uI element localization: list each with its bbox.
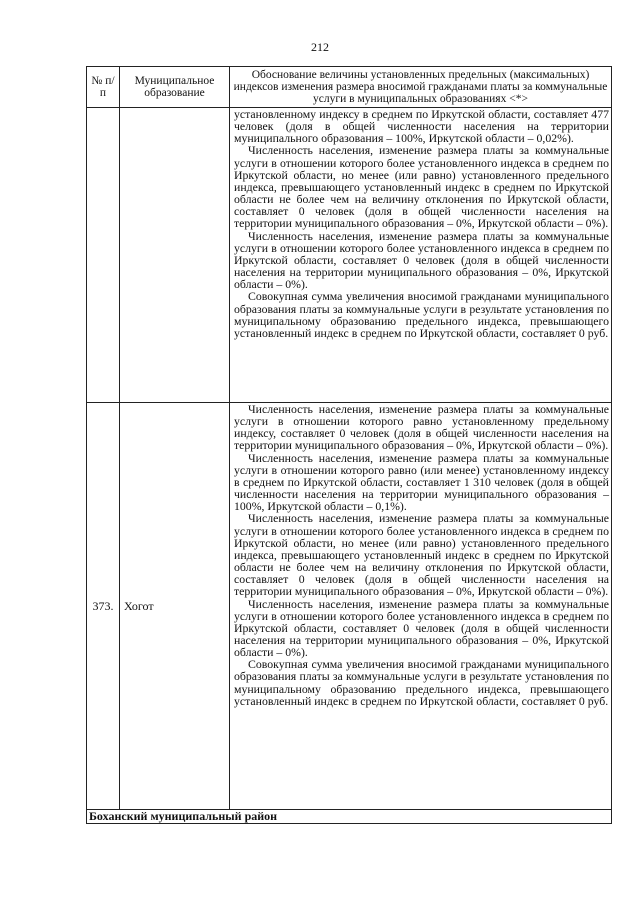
justification-paragraph: Совокупная сумма увеличения вносимой гражданами муниципального образования платы за коммунальные услуги в результате установления по муниципальному образованию предельного индекса, превышающего установленный индекс в среднем по Иркутской области, составляет 0 руб. [234,657,609,708]
page-number: 212 [311,40,329,54]
index-justification-table [86,66,612,824]
municipality-name: Хогот [120,403,230,810]
justification-cell [230,403,612,810]
justification-cell [230,108,612,403]
justification-paragraph: Численность населения, изменение размера платы за коммунальные услуги в отношении которого более установленного индекса в среднем по Иркутской области, но менее (или равно) установленного предельного индекса, превышающего установленный индекс в среднем по Иркутской области не более чем на величину отклонения по Иркутской области, составляет 0 человек (доля в общей численности населения на территории муниципального образования – 0%, Иркутской области – 0%). [234,511,609,599]
header-municipality: Муниципальное образование [120,67,230,108]
justification-paragraph: установленному индексу в среднем по Иркутской области, составляет 477 человек (доля в общей численности населения на территории муниципального образования – 100%, Иркутской области – 0,02%). [234,107,609,146]
justification-paragraph: Численность населения, изменение размера платы за коммунальные услуги в отношении которого равно (или менее) установленному индексу в среднем по Иркутской области, составляет 1 310 человек (доля в общей численности населения на территории муниципального образования – 100%, Иркутской области – 0,1%). [234,450,609,514]
table-header-row [87,67,612,108]
header-num: № п/п [87,67,120,108]
justification-paragraph: Совокупная сумма увеличения вносимой гражданами муниципального образования платы за коммунальные услуги в результате установления по муниципальному образованию предельного индекса, превышающего установленный индекс в среднем по Иркутской области, составляет 0 руб. [234,289,609,340]
header-justification: Обоснование величины установленных предельных (максимальных) индексов изменения размера вносимой гражданами платы за коммунальные услуги в муниципальных образованиях <*> [230,67,612,108]
district-row [87,810,612,824]
row-number: 373. [87,403,120,810]
justification-paragraph: Численность населения, изменение размера платы за коммунальные услуги в отношении которого более установленного индекса в среднем по Иркутской области, но менее (или равно) установленного предельного индекса, превышающего установленный индекс в среднем по Иркутской области не более чем на величину отклонения по Иркутской области, составляет 0 человек (доля в общей численности населения на территории муниципального образования – 0%, Иркутской области – 0%). [234,143,609,231]
table-row [87,108,612,403]
district-name: Боханский муниципальный район [87,810,612,824]
justification-paragraph: Численность населения, изменение размера платы за коммунальные услуги в отношении которого более установленного индекса в среднем по Иркутской области, составляет 0 человек (доля в общей численности населения на территории муниципального образования – 0%, Иркутской области – 0%). [234,596,609,660]
table-row [87,403,612,810]
justification-paragraph: Численность населения, изменение размера платы за коммунальные услуги в отношении которого равно установленному предельному индексу, составляет 0 человек (доля в общей численности населения на территории муниципального образования – 0%, Иркутской области – 0%). [234,402,609,453]
row-number [87,108,120,403]
municipality-name [120,108,230,403]
justification-paragraph: Численность населения, изменение размера платы за коммунальные услуги в отношении которого более установленного индекса в среднем по Иркутской области, составляет 0 человек (доля в общей численности населения на территории муниципального образования – 0%, Иркутской области – 0%). [234,228,609,292]
